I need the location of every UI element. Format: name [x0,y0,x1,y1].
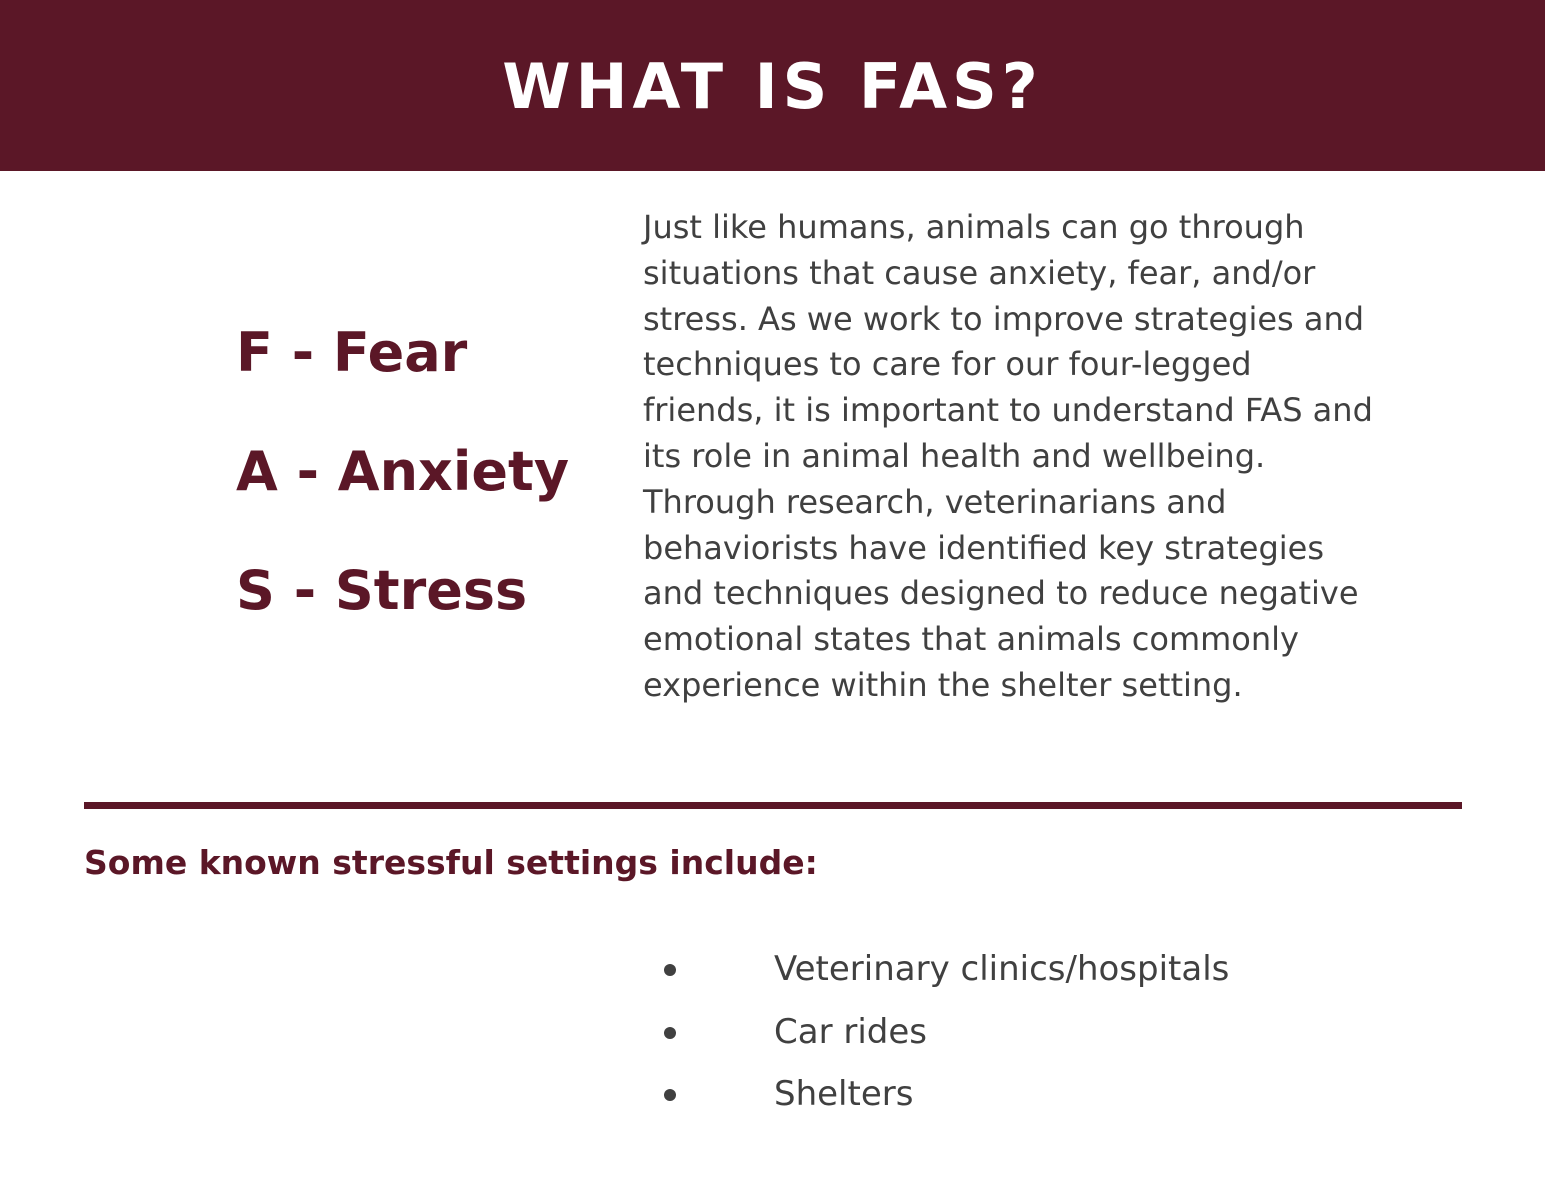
section-divider [84,802,1462,809]
list-item-label: Car rides [774,1011,927,1052]
list-item-label: Veterinary clinics/hospitals [774,949,1230,989]
header-banner [0,0,1545,171]
bullet-icon [664,1089,676,1101]
list-item-label: Shelters [774,1074,914,1114]
bullet-icon [664,1027,676,1039]
acronym-item-fear: F - Fear [236,321,468,384]
settings-heading: Some known stressful settings include: [84,843,818,882]
bullet-icon [664,964,676,976]
page-title: WHAT IS FAS? [502,50,1043,123]
acronym-list [236,312,569,669]
acronym-item-stress: S - Stress [236,559,528,622]
acronym-item-anxiety: A - Anxiety [236,440,570,503]
description-paragraph: Just like humans, animals can go through situations that cause anxiety, fear, and/or stress. As we work to improve strategies and techniques to care for our four-legged friends, it is important to understand FAS and its role in animal health and wellbeing. Through research, veterinarians and behaviorists have identified key strategies and techniques designed to reduce negative emotional states that animals commonly experience within the shelter setting. [643,208,1373,704]
